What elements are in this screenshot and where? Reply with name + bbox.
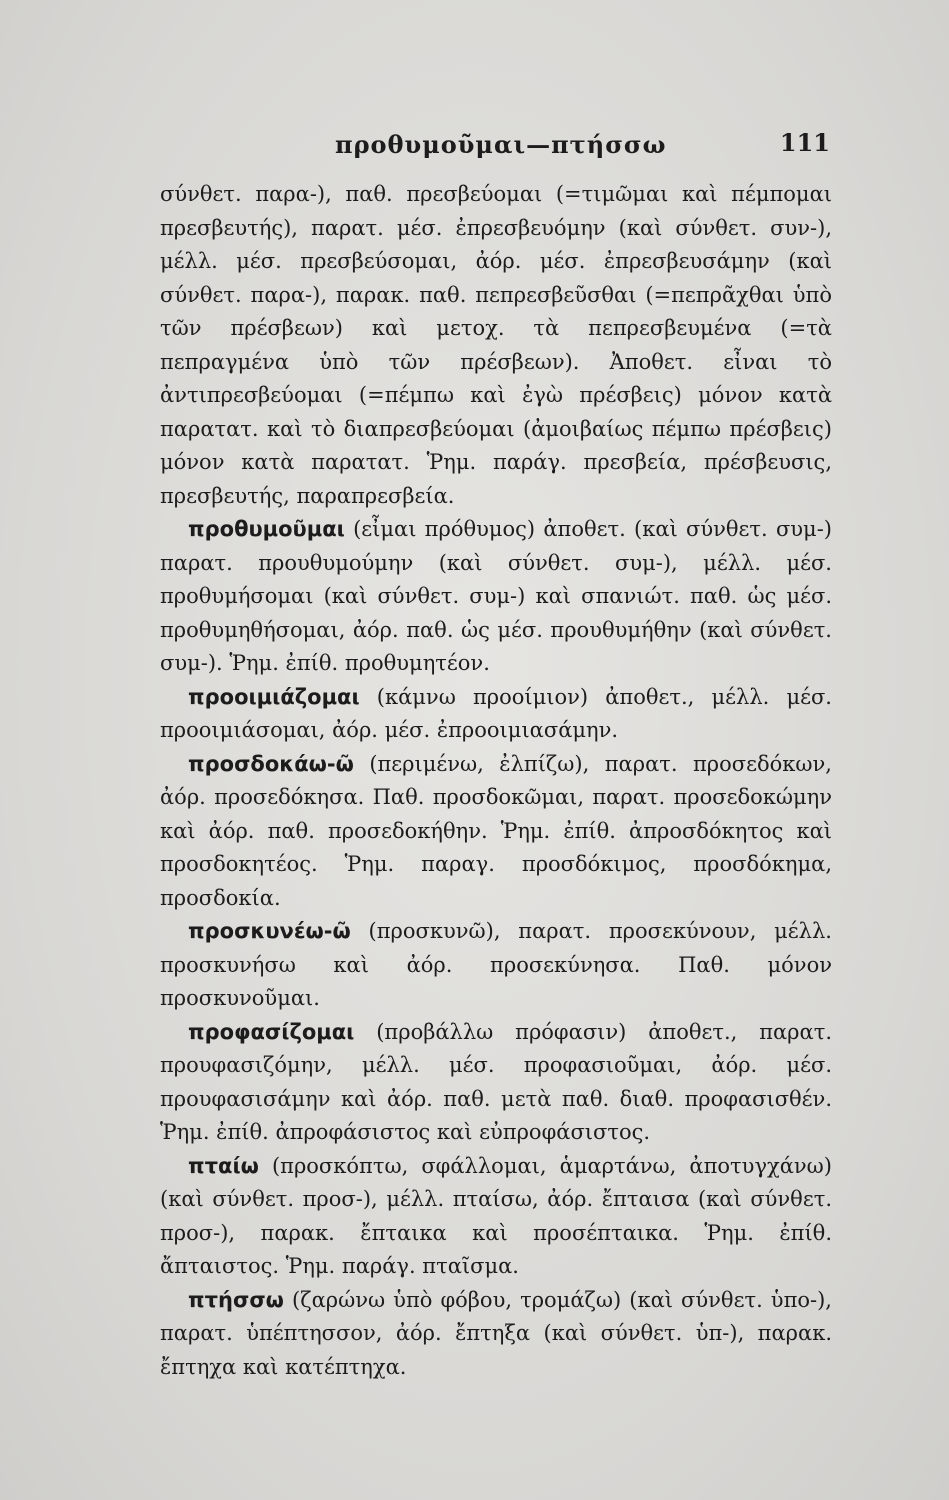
entry-headword: προθυμοῦμαι: [188, 517, 345, 541]
entry-text: (εἶμαι πρόθυμος) ἀποθετ. (καὶ σύνθετ. συμ-) παρατ. προυθυμούμην (καὶ σύνθετ. συμ-), μέλλ. μέσ. προθυμήσομαι (καὶ σύνθετ. συμ-) καὶ σπανιώτ. παθ. ὡς μέσ. προθυμηθήσομαι, ἀόρ. παθ. ὡς μέσ. προυθυμήθην (καὶ σύνθετ. συμ-). Ῥημ. ἐπίθ. προθυμητέον.: [160, 517, 832, 675]
entry-text: (προσκόπτω, σφάλλομαι, ἁμαρτάνω, ἀποτυγχάνω) (καὶ σύνθετ. προσ-), μέλλ. πταίσω, ἀόρ. ἔπταισα (καὶ σύνθετ. προσ-), παρακ. ἔπταικα καὶ προσέπταικα. Ῥημ. ἐπίθ. ἄπταιστος. Ῥημ. παράγ. πταῖσμα.: [160, 1153, 832, 1278]
running-head: προθυμοῦμαι—πτήσσω: [335, 130, 667, 159]
entry-text: (προβάλλω πρόφασιν) ἀποθετ., παρατ. προυφασιζόμην, μέλλ. μέσ. προφασιοῦμαι, ἀόρ. μέσ. προυφασισάμην καὶ ἀόρ. παθ. μετὰ παθ. διαθ. προφασισθέν. Ῥημ. ἐπίθ. ἀπροφάσιστος καὶ εὐπροφάσιστος.: [160, 1019, 832, 1144]
page-header: [160, 126, 830, 166]
page-number: 111: [779, 128, 830, 157]
entry-headword: προσδοκάω-ῶ: [188, 751, 354, 776]
entry-headword: πταίω: [188, 1153, 259, 1178]
dictionary-entry: [160, 915, 832, 1016]
entry-headword: προοιμιάζομαι: [188, 684, 360, 709]
dictionary-body: [160, 178, 832, 1384]
entry-text: (προσκυνῶ), παρατ. προσεκύνουν, μέλλ. προσκυνήσω καὶ ἀόρ. προσεκύνησα. Παθ. μόνον προσκυνοῦμαι.: [160, 919, 832, 1010]
entry-headword: πτήσσω: [188, 1287, 284, 1312]
dictionary-entry: [160, 1284, 832, 1385]
dictionary-entry: [160, 178, 832, 513]
dictionary-entry: [160, 748, 832, 916]
entry-text: σύνθετ. παρα-), παθ. πρεσβεύομαι (=τιμῶμαι καὶ πέμπομαι πρεσβευτής), παρατ. μέσ. ἐπρεσβευόμην (καὶ σύνθετ. συν-), μέλλ. μέσ. πρεσβεύσομαι, ἀόρ. μέσ. ἐπρεσβευσάμην (καὶ σύνθετ. παρα-), παρακ. παθ. πεπρεσβεῦσθαι (=πεπρᾶχθαι ὑπὸ τῶν πρέσβεων) καὶ μετοχ. τὰ πεπρεσβευμένα (=τὰ πεπραγμένα ὑπὸ τῶν πρέσβεων). Ἀποθετ. εἶναι τὸ ἀντιπρεσβεύομαι (=πέμπω καὶ ἐγὼ πρέσβεις) μόνον κατὰ παρατατ. καὶ τὸ διαπρεσβεύομαι (ἀμοιβαίως πέμπω πρέσβεις) μόνον κατὰ παρατατ. Ῥημ. παράγ. πρεσβεία, πρέσβευσις, πρεσβευτής, παραπρεσβεία.: [160, 182, 832, 508]
entry-headword: προσκυνέω-ῶ: [188, 919, 351, 943]
entry-text: (κάμνω προοίμιον) ἀποθετ., μέλλ. μέσ. προοιμιάσομαι, ἀόρ. μέσ. ἐπροοιμιασάμην.: [160, 684, 832, 742]
entry-text: (περιμένω, ἐλπίζω), παρατ. προσεδόκων, ἀόρ. προσεδόκησα. Παθ. προσδοκῶμαι, παρατ. προσεδοκώμην καὶ ἀόρ. παθ. προσεδοκήθην. Ῥημ. ἐπίθ. ἀπροσδόκητος καὶ προσδοκητέος. Ῥημ. παραγ. προσδόκιμος, προσδόκημα, προσδοκία.: [160, 751, 832, 910]
entry-text: (ζαρώνω ὑπὸ φόβου, τρομάζω) (καὶ σύνθετ. ὑπο-), παρατ. ὑπέπτησσον, ἀόρ. ἔπτηξα (καὶ σύνθετ. ὑπ-), παρακ. ἔπτηχα καὶ κατέπτηχα.: [160, 1287, 832, 1379]
dictionary-entry: [160, 513, 832, 681]
dictionary-entry: [160, 1016, 832, 1150]
dictionary-entry: [160, 681, 832, 748]
dictionary-entry: [160, 1150, 832, 1284]
entry-headword: προφασίζομαι: [188, 1019, 355, 1044]
